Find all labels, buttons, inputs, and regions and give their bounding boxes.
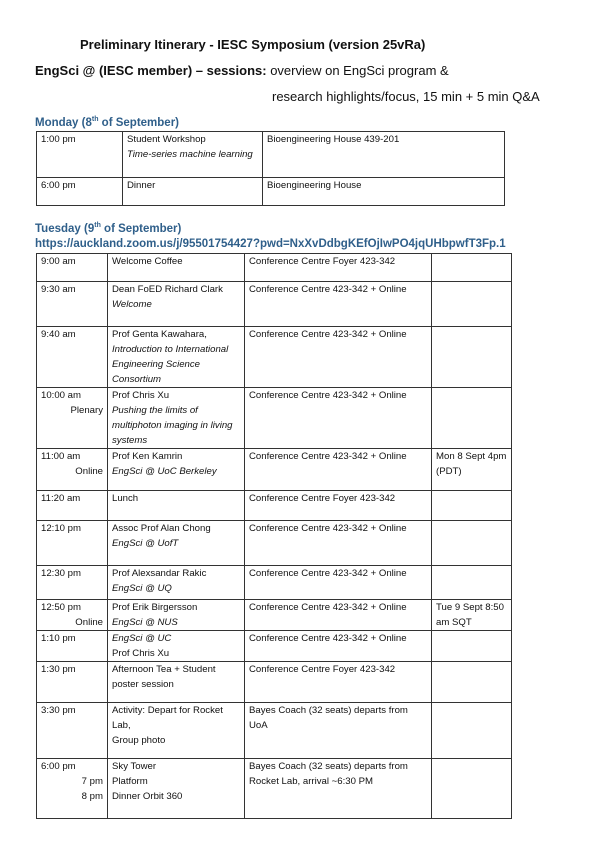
session-cell: Lunch — [108, 491, 245, 521]
time-cell: 9:30 am — [37, 282, 108, 327]
session-cell: Dinner — [123, 178, 263, 206]
location-cell: Conference Centre Foyer 423-342 — [245, 662, 432, 703]
subtitle-line-2: research highlights/focus, 15 min + 5 min Q&A — [272, 89, 540, 104]
tuesday-schedule-table — [36, 253, 512, 819]
session-cell: Prof Genta Kawahara, Introduction to International Engineering Science Consortium — [108, 327, 245, 388]
table-row — [37, 759, 512, 819]
tuesday-heading: Tuesday (9th of September) — [35, 222, 182, 235]
time-cell: 9:00 am — [37, 254, 108, 282]
location-cell: Conference Centre 423-342 + Online — [245, 566, 432, 600]
time-cell: 11:20 am — [37, 491, 108, 521]
table-row — [37, 491, 512, 521]
table-row — [37, 282, 512, 327]
table-row — [37, 449, 512, 491]
table-row — [37, 327, 512, 388]
location-cell: Bayes Coach (32 seats) departs from Rocket Lab, arrival ~6:30 PM — [245, 759, 432, 819]
monday-schedule-table — [36, 131, 505, 206]
location-cell: Bayes Coach (32 seats) departs from UoA — [245, 703, 432, 759]
time-cell: 6:00 pm 7 pm 8 pm — [37, 759, 108, 819]
note-cell: Tue 9 Sept 8:50 am SQT — [432, 600, 512, 631]
note-cell — [432, 566, 512, 600]
location-cell: Conference Centre Foyer 423-342 — [245, 254, 432, 282]
location-cell: Conference Centre Foyer 423-342 — [245, 491, 432, 521]
table-row — [37, 662, 512, 703]
time-cell: 12:50 pm Online — [37, 600, 108, 631]
note-cell — [432, 327, 512, 388]
note-cell — [432, 759, 512, 819]
location-cell: Bioengineering House — [263, 178, 505, 206]
time-cell: 6:00 pm — [37, 178, 123, 206]
time-cell: 12:10 pm — [37, 521, 108, 566]
location-cell: Conference Centre 423-342 + Online — [245, 327, 432, 388]
subtitle-bold: EngSci @ (IESC member) – sessions: — [35, 63, 267, 78]
session-cell: Prof Chris Xu Pushing the limits of multiphoton imaging in living systems — [108, 388, 245, 449]
note-cell — [432, 521, 512, 566]
table-row — [37, 521, 512, 566]
session-cell: Prof Erik Birgersson EngSci @ NUS — [108, 600, 245, 631]
note-cell — [432, 254, 512, 282]
table-row — [37, 631, 512, 662]
session-cell: Dean FoED Richard Clark Welcome — [108, 282, 245, 327]
table-row — [37, 254, 512, 282]
location-cell: Conference Centre 423-342 + Online — [245, 449, 432, 491]
note-cell — [432, 662, 512, 703]
time-cell: 10:00 am Plenary — [37, 388, 108, 449]
note-cell — [432, 703, 512, 759]
time-cell: 1:10 pm — [37, 631, 108, 662]
time-cell: 1:00 pm — [37, 132, 123, 178]
note-cell — [432, 631, 512, 662]
time-cell: 9:40 am — [37, 327, 108, 388]
time-cell: 11:00 am Online — [37, 449, 108, 491]
note-cell: Mon 8 Sept 4pm (PDT) — [432, 449, 512, 491]
note-cell — [432, 388, 512, 449]
time-cell: 3:30 pm — [37, 703, 108, 759]
location-cell: Conference Centre 423-342 + Online — [245, 388, 432, 449]
monday-heading: Monday (8th of September) — [35, 116, 179, 129]
session-cell: Student Workshop Time-series machine learning — [123, 132, 263, 178]
zoom-link[interactable]: https://auckland.zoom.us/j/95501754427?pwd=NxXvDdbgKEfOjIwPO4jqUHbpwfT3Fp.1 — [35, 238, 506, 250]
location-cell: Conference Centre 423-342 + Online — [245, 282, 432, 327]
session-cell: Afternoon Tea + Student poster session — [108, 662, 245, 703]
session-cell: Sky Tower Platform Dinner Orbit 360 — [108, 759, 245, 819]
location-cell: Conference Centre 423-342 + Online — [245, 631, 432, 662]
table-row — [37, 600, 512, 631]
table-row — [37, 566, 512, 600]
subtitle-rest: overview on EngSci program & — [266, 63, 449, 78]
location-cell: Conference Centre 423-342 + Online — [245, 600, 432, 631]
location-cell: Conference Centre 423-342 + Online — [245, 521, 432, 566]
session-cell: Assoc Prof Alan Chong EngSci @ UofT — [108, 521, 245, 566]
session-cell: Prof Alexsandar Rakic EngSci @ UQ — [108, 566, 245, 600]
session-cell: Activity: Depart for Rocket Lab, Group photo — [108, 703, 245, 759]
table-row — [37, 132, 505, 178]
location-cell: Bioengineering House 439-201 — [263, 132, 505, 178]
note-cell — [432, 491, 512, 521]
table-row — [37, 703, 512, 759]
session-cell: EngSci @ UC Prof Chris Xu — [108, 631, 245, 662]
table-row — [37, 388, 512, 449]
time-cell: 1:30 pm — [37, 662, 108, 703]
subtitle-line-1 — [35, 63, 449, 78]
table-row — [37, 178, 505, 206]
session-cell: Welcome Coffee — [108, 254, 245, 282]
note-cell — [432, 282, 512, 327]
session-cell: Prof Ken Kamrin EngSci @ UoC Berkeley — [108, 449, 245, 491]
time-cell: 12:30 pm — [37, 566, 108, 600]
document-title: Preliminary Itinerary - IESC Symposium (version 25vRa) — [80, 37, 426, 52]
